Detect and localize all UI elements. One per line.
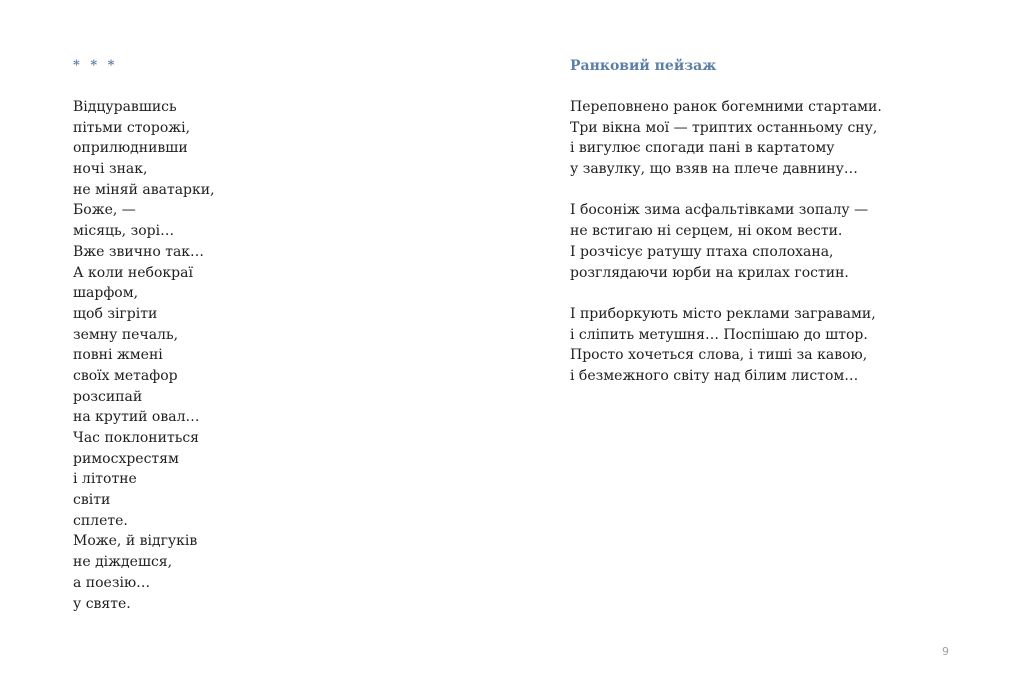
poem-line: Вже звично так… bbox=[73, 243, 205, 260]
page-number: 9 bbox=[942, 645, 949, 658]
poem-line: у святе. bbox=[73, 595, 131, 612]
poem-line: і безмежного світу над білим листом… bbox=[570, 367, 859, 384]
poem-line: сплете. bbox=[73, 512, 128, 529]
poem-line: і сліпить метушня… Поспішаю до штор. bbox=[570, 326, 868, 343]
poem-line: не діждешся, bbox=[73, 554, 173, 571]
poem-line: Три вікна мої — триптих останньому сну, bbox=[570, 119, 878, 136]
poem-line: світи bbox=[73, 492, 111, 509]
poem-line: місяць, зорі… bbox=[73, 223, 175, 240]
poem-line: а поезію… bbox=[73, 574, 151, 591]
poem-line: шарфом, bbox=[73, 285, 139, 302]
poem-separator-heading: * * * bbox=[73, 58, 118, 73]
poem-line: у завулку, що взяв на плече давнину… bbox=[570, 161, 858, 178]
poem-line: римосхрестям bbox=[73, 450, 179, 467]
poem-line: Час поклониться bbox=[73, 430, 199, 446]
poem-line: пітьми сторожі, bbox=[73, 119, 191, 136]
poem-line: ночі знак, bbox=[73, 161, 148, 178]
poem-line: А коли небокраї bbox=[73, 264, 193, 281]
poem-line: повні жмені bbox=[73, 347, 163, 364]
poem-line: І розчісує ратушу птаха сполохана, bbox=[570, 243, 834, 260]
poem-line: своїх метафор bbox=[73, 367, 178, 384]
poem-line: розглядаючи юрби на крилах гостин. bbox=[570, 264, 849, 281]
stanza-gap bbox=[570, 283, 882, 304]
poem-line: розсипай bbox=[73, 388, 143, 405]
poem-line: не міняй аватарки, bbox=[73, 181, 215, 198]
poem-line: і вигулює спогади пані в картатому bbox=[570, 140, 835, 157]
poem-line: Переповнено ранок богемними стартами. bbox=[570, 99, 882, 115]
left-poem-body bbox=[73, 97, 215, 614]
poem-line: Просто хочеться слова, і тиші за кавою, bbox=[570, 347, 868, 364]
stanza-gap bbox=[570, 180, 882, 201]
poem-line: Відцуравшись bbox=[73, 99, 177, 115]
poem-line: І приборкують місто реклами загравами, bbox=[570, 305, 876, 322]
poem-line: Боже, — bbox=[73, 202, 136, 219]
right-poem-body bbox=[570, 97, 882, 387]
poem-line: Може, й відгуків bbox=[73, 533, 198, 550]
poem-line: і літотне bbox=[73, 471, 137, 488]
poem-line: земну печаль, bbox=[73, 326, 179, 343]
poem-title: Ранковий пейзаж bbox=[570, 58, 717, 74]
poem-line: на крутий овал… bbox=[73, 409, 200, 426]
poem-line: І босоніж зима асфальтівками зопалу — bbox=[570, 202, 869, 219]
poem-line: оприлюднивши bbox=[73, 140, 188, 157]
poem-line: не встигаю ні серцем, ні оком вести. bbox=[570, 223, 843, 240]
poem-line: щоб зігріти bbox=[73, 305, 158, 322]
